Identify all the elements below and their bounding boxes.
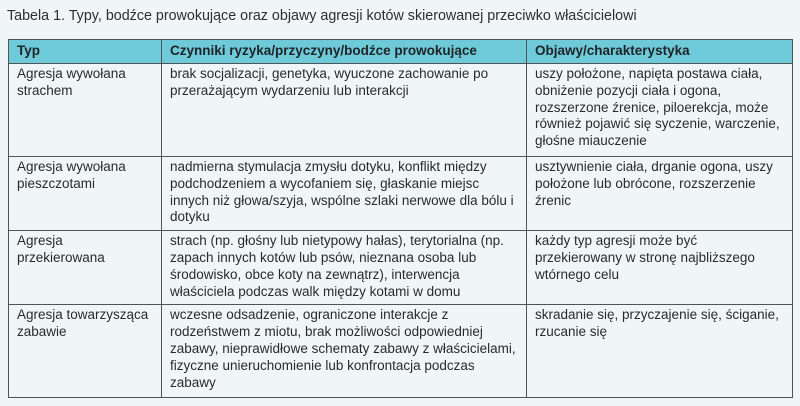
cell-type: Agresja towarzysząca zabawie [9,305,162,398]
table-header-row [9,40,793,64]
table-row [9,305,793,398]
cell-type: Agresja przekierowana [9,231,162,305]
cell-factors: nadmierna stymulacja zmysłu dotyku, konflikt między podchodzeniem a wycofaniem się, głaskanie miejsc innych niż głowa/szyja, wspólne szlaki nerwowe dla bólu i dotyku [162,157,527,231]
cell-symptoms: każdy typ agresji może być przekierowany w stronę najbliższego wtórnego celu [527,231,793,305]
header-factors: Czynniki ryzyka/przyczyny/bodźce prowokujące [162,40,527,64]
cell-symptoms: skradanie się, przyczajenie się, ściganie, rzucanie się [527,305,793,398]
table-row [9,64,793,157]
cell-type: Agresja wywołana strachem [9,64,162,157]
cell-symptoms: usztywnienie ciała, drganie ogona, uszy położone lub obrócone, rozszerzenie źrenic [527,157,793,231]
cell-factors: strach (np. głośny lub nietypowy hałas), terytorialna (np. zapach innych kotów lub psów, nieznana osoba lub środowisko, obce koty na zewnątrz), interwencja właściciela podczas walk między kotami w domu [162,231,527,305]
cell-factors: wczesne odsadzenie, ograniczone interakcje z rodzeństwem z miotu, brak możliwości odpowiedniej zabawy, nieprawidłowe schematy zabawy z właścicielami, fizyczne unieruchomienie lub konfrontacja podczas zabawy [162,305,527,398]
aggression-table [8,39,793,398]
table-row [9,157,793,231]
header-type: Typ [9,40,162,64]
table-row [9,231,793,305]
cell-factors: brak socjalizacji, genetyka, wyuczone zachowanie po przerażającym wydarzeniu lub interakcji [162,64,527,157]
cell-type: Agresja wywołana pieszczotami [9,157,162,231]
cell-symptoms: uszy położone, napięta postawa ciała, obniżenie pozycji ciała i ogona, rozszerzone źrenice, piloerekcja, może również pojawić się syczenie, warczenie, głośne miauczenie [527,64,793,157]
header-symptoms: Objawy/charakterystyka [527,40,793,64]
table-caption: Tabela 1. Typy, bodźce prowokujące oraz objawy agresji kotów skierowanej przeciwko właścicielowi [7,8,637,24]
